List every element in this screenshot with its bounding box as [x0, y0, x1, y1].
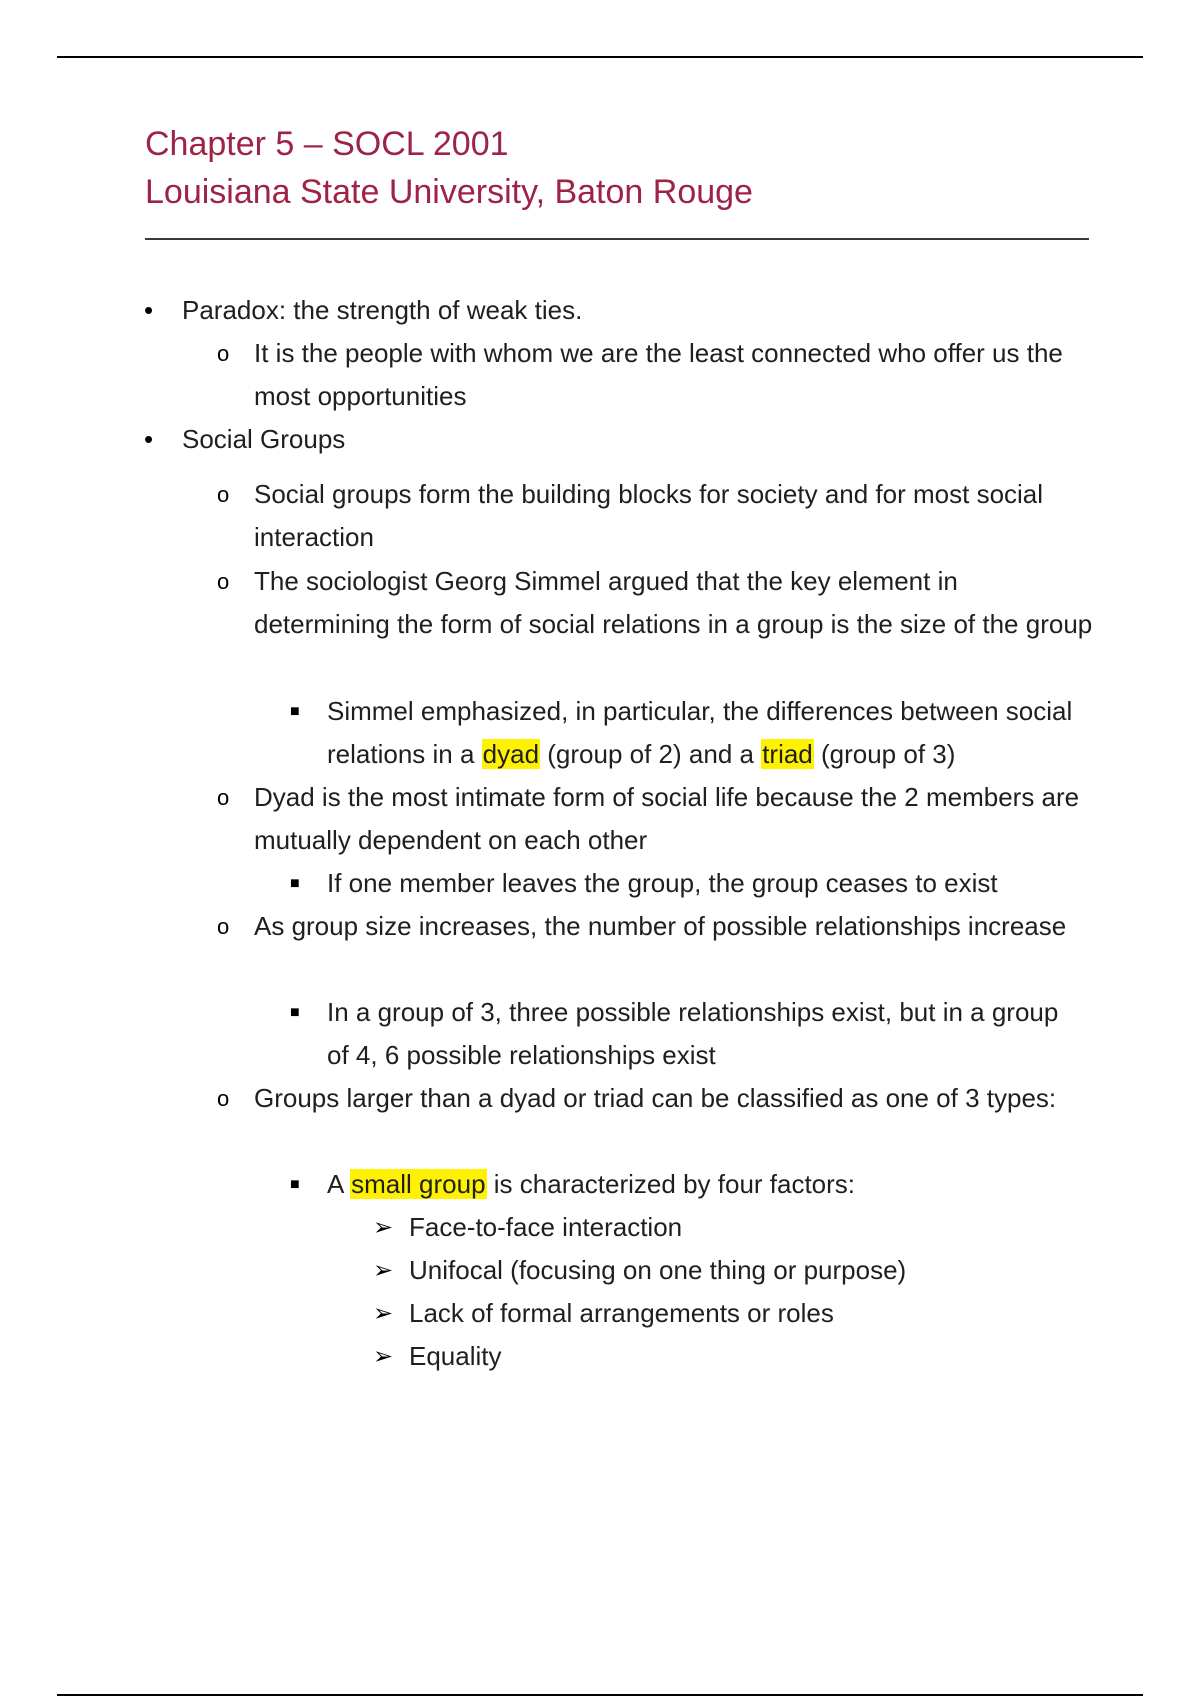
bullet-circle-icon: o	[217, 482, 230, 507]
list-item-paradox	[144, 289, 1082, 332]
bullet-dot-icon: •	[144, 424, 154, 454]
list-item-relationships	[290, 991, 1087, 1077]
document-header	[145, 120, 1089, 240]
item-text: Dyad is the most intimate form of social life because the 2 members are mutually dependent on each other	[254, 782, 1080, 855]
bullet-arrow-icon: ➢	[373, 1300, 394, 1327]
bullet-square-icon: ■	[290, 703, 300, 720]
bullet-dot-icon: •	[144, 295, 154, 325]
list-item-social-groups	[144, 418, 1082, 461]
title-underline	[145, 238, 1089, 240]
item-text: Lack of formal arrangements or roles	[409, 1298, 834, 1328]
list-item-paradox-detail	[217, 332, 1094, 418]
list-item-building-blocks	[217, 473, 1094, 559]
item-text: As group size increases, the number of possible relationships increase	[254, 911, 1067, 941]
list-item-dyad	[217, 776, 1094, 862]
page-bottom-rule	[57, 1694, 1143, 1696]
list-item-factor	[373, 1335, 1109, 1378]
bullet-arrow-icon: ➢	[373, 1214, 394, 1241]
item-text: A small group is characterized by four factors:	[327, 1169, 856, 1199]
highlight-dyad: dyad	[482, 739, 540, 769]
list-item-factor	[373, 1206, 1109, 1249]
bullet-circle-icon: o	[217, 569, 230, 594]
item-text: The sociologist Georg Simmel argued that the key element in determining the form of social relations in a group is the size of the group	[254, 566, 1093, 639]
list-item-factor	[373, 1249, 1109, 1292]
highlight-small-group: small group	[351, 1169, 486, 1199]
item-text: Equality	[409, 1341, 502, 1371]
title-university: Louisiana State University, Baton Rouge	[145, 173, 753, 211]
item-text: Unifocal (focusing on one thing or purpose)	[409, 1255, 907, 1285]
item-text: It is the people with whom we are the least connected who offer us the most opportunities	[254, 338, 1063, 411]
bullet-circle-icon: o	[217, 341, 230, 366]
bullet-circle-icon: o	[217, 1086, 230, 1111]
bullet-square-icon: ■	[290, 1004, 300, 1021]
bullet-arrow-icon: ➢	[373, 1257, 394, 1284]
list-item-group-size	[217, 905, 1094, 948]
item-text: Social Groups	[182, 424, 346, 454]
list-item-dyad-ceases	[290, 862, 1087, 905]
list-item-simmel-dyad-triad	[290, 690, 1087, 776]
highlight-triad: triad	[762, 739, 813, 769]
item-text: If one member leaves the group, the group ceases to exist	[327, 868, 998, 898]
list-item-larger-groups	[217, 1077, 1094, 1120]
list-item-small-group	[290, 1163, 1087, 1206]
list-item-factor	[373, 1292, 1109, 1335]
list-item-simmel	[217, 560, 1094, 646]
bullet-square-icon: ■	[290, 875, 300, 892]
page-top-rule	[57, 56, 1143, 58]
bullet-square-icon: ■	[290, 1176, 300, 1193]
item-text: Social groups form the building blocks for society and for most social interaction	[254, 479, 1044, 552]
bullet-circle-icon: o	[217, 785, 230, 810]
bullet-circle-icon: o	[217, 914, 230, 939]
item-text: Groups larger than a dyad or triad can be classified as one of 3 types:	[254, 1083, 1057, 1113]
item-text: Paradox: the strength of weak ties.	[182, 295, 583, 325]
bullet-arrow-icon: ➢	[373, 1343, 394, 1370]
item-text: In a group of 3, three possible relationships exist, but in a group of 4, 6 possible relationships exist	[327, 997, 1059, 1070]
item-text: Simmel emphasized, in particular, the differences between social relations in a dyad (group of 2) and a triad (group of 3)	[327, 696, 1073, 769]
item-text: Face-to-face interaction	[409, 1212, 683, 1242]
title-course: Chapter 5 – SOCL 2001	[145, 125, 509, 163]
